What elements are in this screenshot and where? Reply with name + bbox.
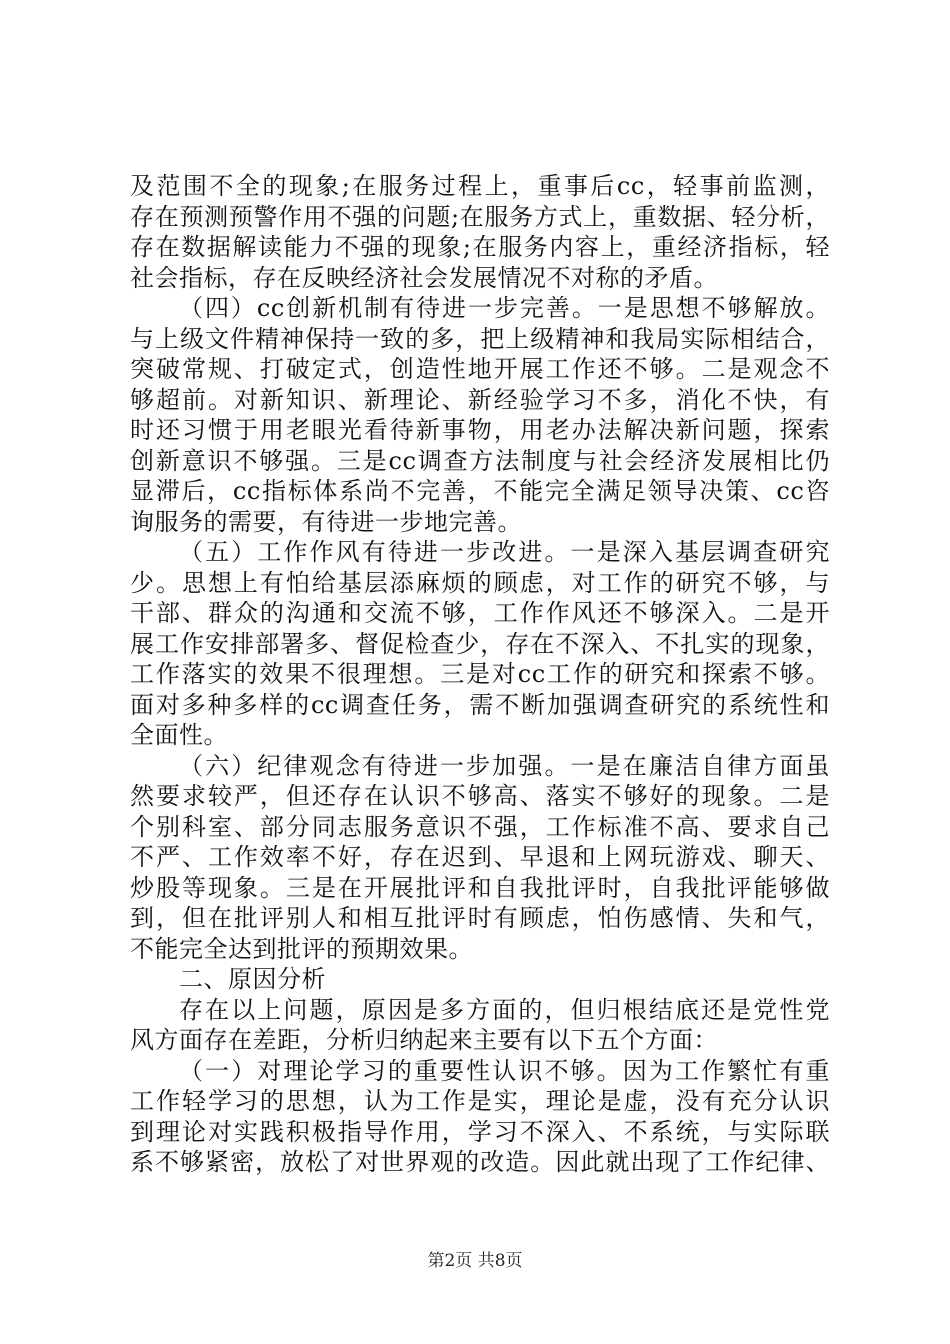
text-line: 面对多种多样的cc调查任务，需不断加强调查研究的系统性和	[130, 690, 830, 719]
text-line: 工作轻学习的思想，认为工作是实，理论是虚，没有充分认识	[130, 1087, 830, 1115]
text-line: 工作落实的效果不很理想。三是对cc工作的研究和探索不够。	[130, 660, 830, 688]
text-line: 询服务的需要，有待进一步地完善。	[130, 507, 522, 536]
text-line: 时还习惯于用老眼光看待新事物，用老办法解决新问题，探索	[130, 416, 830, 444]
text-line: 风方面存在差距，分析归纳起来主要有以下五个方面：	[130, 1026, 718, 1054]
text-line: 与上级文件精神保持一致的多，把上级精神和我局实际相结合，	[130, 324, 830, 353]
text-line: 够超前。对新知识、新理论、新经验学习不多，消化不快，有	[130, 385, 830, 414]
text-line: 不严、工作效率不好，存在迟到、早退和上网玩游戏、聊天、	[130, 843, 830, 871]
text-line: 存在预测预警作用不强的问题;在服务方式上，重数据、轻分析，	[130, 202, 830, 231]
text-line: 二、原因分析	[179, 965, 326, 993]
text-line: 及范围不全的现象;在服务过程上，重事后cc，轻事前监测，	[130, 172, 830, 200]
text-line: （六）纪律观念有待进一步加强。一是在廉洁自律方面虽	[179, 751, 830, 780]
text-line: 存在以上问题，原因是多方面的，但归根结底还是党性党	[179, 995, 830, 1024]
text-line: 不能完全达到批评的预期效果。	[130, 934, 473, 963]
text-line: 到理论对实践积极指导作用，学习不深入、不系统，与实际联	[130, 1117, 830, 1146]
text-line: 全面性。	[130, 721, 228, 749]
text-line: 少。思想上有怕给基层添麻烦的顾虑，对工作的研究不够，与	[130, 568, 830, 597]
text-line: 存在数据解读能力不强的现象;在服务内容上，重经济指标，轻	[130, 233, 830, 261]
text-line: （四）cc创新机制有待进一步完善。一是思想不够解放。	[179, 294, 830, 322]
text-line: 社会指标，存在反映经济社会发展情况不对称的矛盾。	[130, 263, 718, 292]
text-line: 干部、群众的沟通和交流不够，工作作风还不够深入。二是开	[130, 599, 830, 627]
text-line: 突破常规、打破定式，创造性地开展工作还不够。二是观念不	[130, 355, 830, 383]
text-line: （五）工作作风有待进一步改进。一是深入基层调查研究	[179, 538, 830, 566]
body-text	[130, 171, 830, 1178]
text-line: 到，但在批评别人和相互批评时有顾虑，怕伤感情、失和气，	[130, 904, 830, 932]
text-line: 创新意识不够强。三是cc调查方法制度与社会经济发展相比仍	[130, 446, 830, 475]
text-line: 炒股等现象。三是在开展批评和自我批评时，自我批评能够做	[130, 873, 830, 902]
page-footer: 第2页 共8页	[427, 1251, 523, 1271]
text-line: 展工作安排部署多、督促检查少，存在不深入、不扎实的现象，	[130, 629, 830, 658]
text-line: 显滞后，cc指标体系尚不完善，不能完全满足领导决策、cc咨	[130, 477, 830, 505]
text-line: 个别科室、部分同志服务意识不强，工作标准不高、要求自己	[130, 812, 830, 841]
text-line: 然要求较严，但还存在认识不够高、落实不够好的现象。二是	[130, 782, 830, 810]
text-line: 系不够紧密，放松了对世界观的改造。因此就出现了工作纪律、	[130, 1148, 830, 1176]
text-line: （一）对理论学习的重要性认识不够。因为工作繁忙有重	[179, 1056, 830, 1085]
